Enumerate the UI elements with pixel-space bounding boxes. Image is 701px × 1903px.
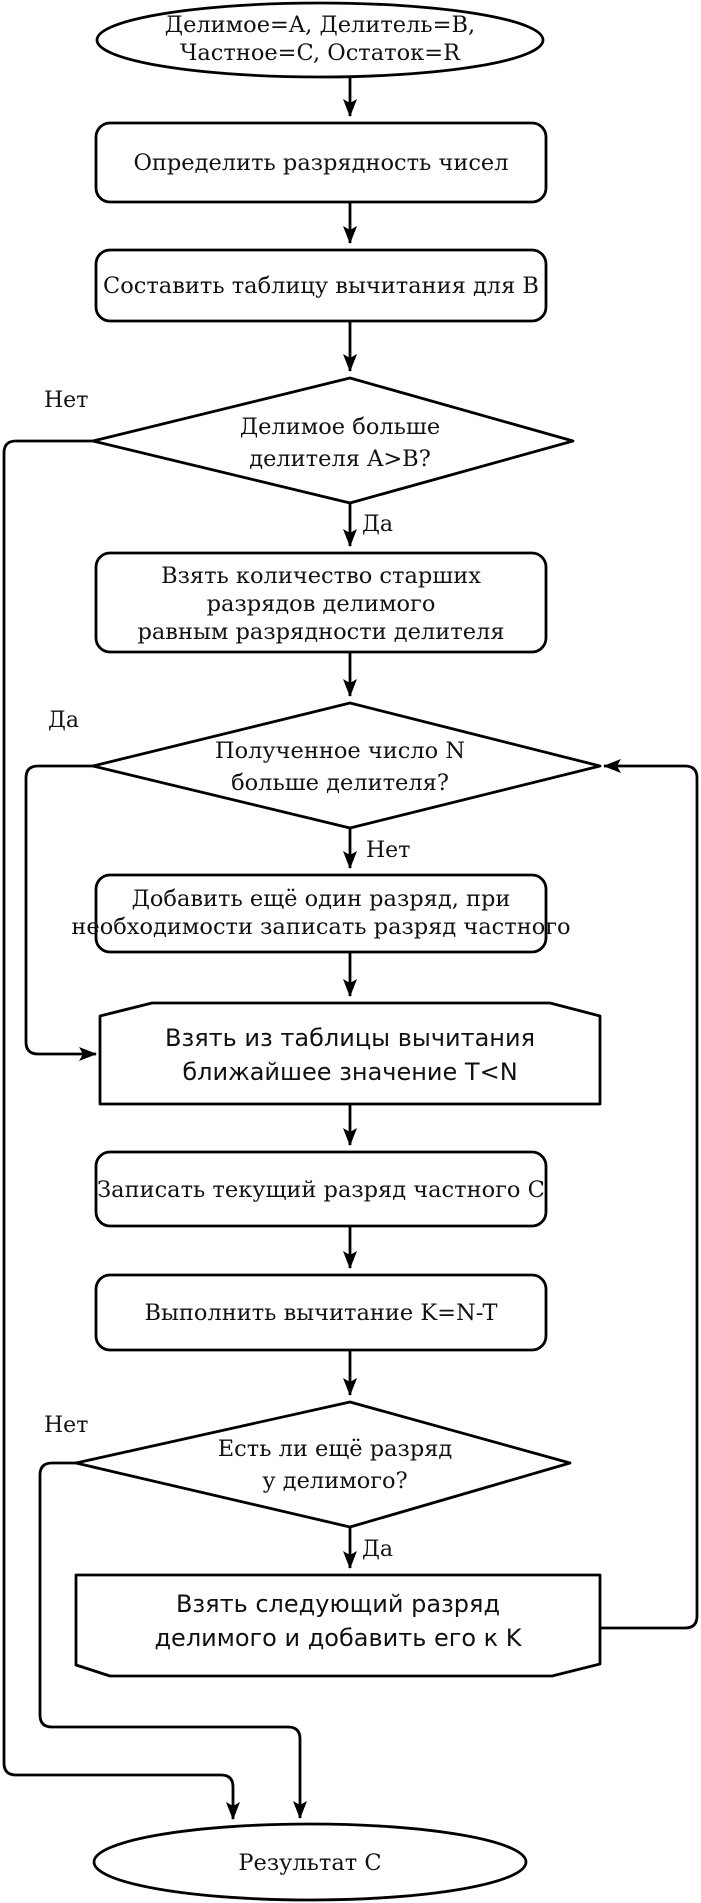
take-high-digits-line-3: равным разрядности делителя — [137, 619, 505, 645]
dividend-greater-yes-label: Да — [362, 512, 394, 537]
more-digits-no-label: Нет — [44, 1413, 89, 1438]
take-next-digit-line-2: делимого и добавить его к K — [154, 1624, 522, 1652]
end-line-1: Результат C — [238, 1850, 382, 1876]
take-from-table-line-2: ближайшее значение T<N — [182, 1058, 518, 1086]
node-determine-bitness — [96, 123, 546, 202]
node-write-quotient-digit — [96, 1152, 546, 1226]
node-subtract — [96, 1275, 546, 1350]
dividend-greater-diamond — [93, 378, 573, 503]
node-dividend-greater — [44, 378, 573, 537]
take-from-table-line-1: Взять из таблицы вычитания — [164, 1024, 536, 1052]
n-greater-line-1: Полученное число N — [214, 738, 466, 764]
n-greater-yes-label: Да — [48, 708, 80, 733]
write-quotient-digit-line-1: Записать текущий разряд частного C — [97, 1177, 545, 1203]
dividend-greater-line-1: Делимое больше — [239, 414, 441, 440]
take-high-digits-line-1: Взять количество старших — [161, 563, 481, 589]
determine-bitness-line-1: Определить разрядность чисел — [133, 150, 509, 176]
n-greater-no-label: Нет — [366, 838, 411, 863]
node-take-high-digits — [96, 553, 546, 652]
n-greater-line-2: больше делителя? — [231, 770, 449, 796]
build-table-line-1: Составить таблицу вычитания для B — [103, 273, 539, 299]
start-line-1: Делимое=A, Делитель=B, — [164, 12, 476, 38]
edge-n-greater-yes-to-take-from-table — [26, 766, 96, 1054]
start-line-2: Частное=C, Остаток=R — [179, 40, 461, 66]
take-high-digits-line-2: разрядов делимого — [206, 591, 436, 617]
take-next-digit-line-1: Взять следующий разряд — [175, 1590, 501, 1618]
more-digits-line-2: у делимого? — [262, 1468, 408, 1494]
node-take-from-table — [100, 1003, 600, 1104]
edge-take-next-digit-loop-to-n-greater — [600, 766, 697, 1628]
subtract-line-1: Выполнить вычитание K=N-T — [144, 1300, 498, 1326]
more-digits-line-1: Есть ли ещё разряд — [217, 1436, 453, 1462]
dividend-greater-no-label: Нет — [44, 388, 89, 413]
more-digits-yes-label: Да — [362, 1537, 394, 1562]
add-digit-line-1: Добавить ещё один разряд, при — [131, 886, 511, 912]
node-more-digits — [44, 1402, 570, 1562]
dividend-greater-line-2: делителя A>B? — [249, 446, 431, 472]
node-n-greater — [48, 703, 600, 863]
take-from-table-shape — [100, 1003, 600, 1104]
node-add-digit — [71, 875, 570, 952]
node-take-next-digit — [76, 1575, 600, 1676]
node-end — [94, 1824, 526, 1900]
node-start — [97, 3, 543, 77]
add-digit-line-2: необходимости записать разряд частного — [71, 914, 571, 940]
more-digits-diamond — [76, 1402, 570, 1527]
node-build-table — [96, 250, 546, 321]
n-greater-diamond — [93, 703, 600, 828]
